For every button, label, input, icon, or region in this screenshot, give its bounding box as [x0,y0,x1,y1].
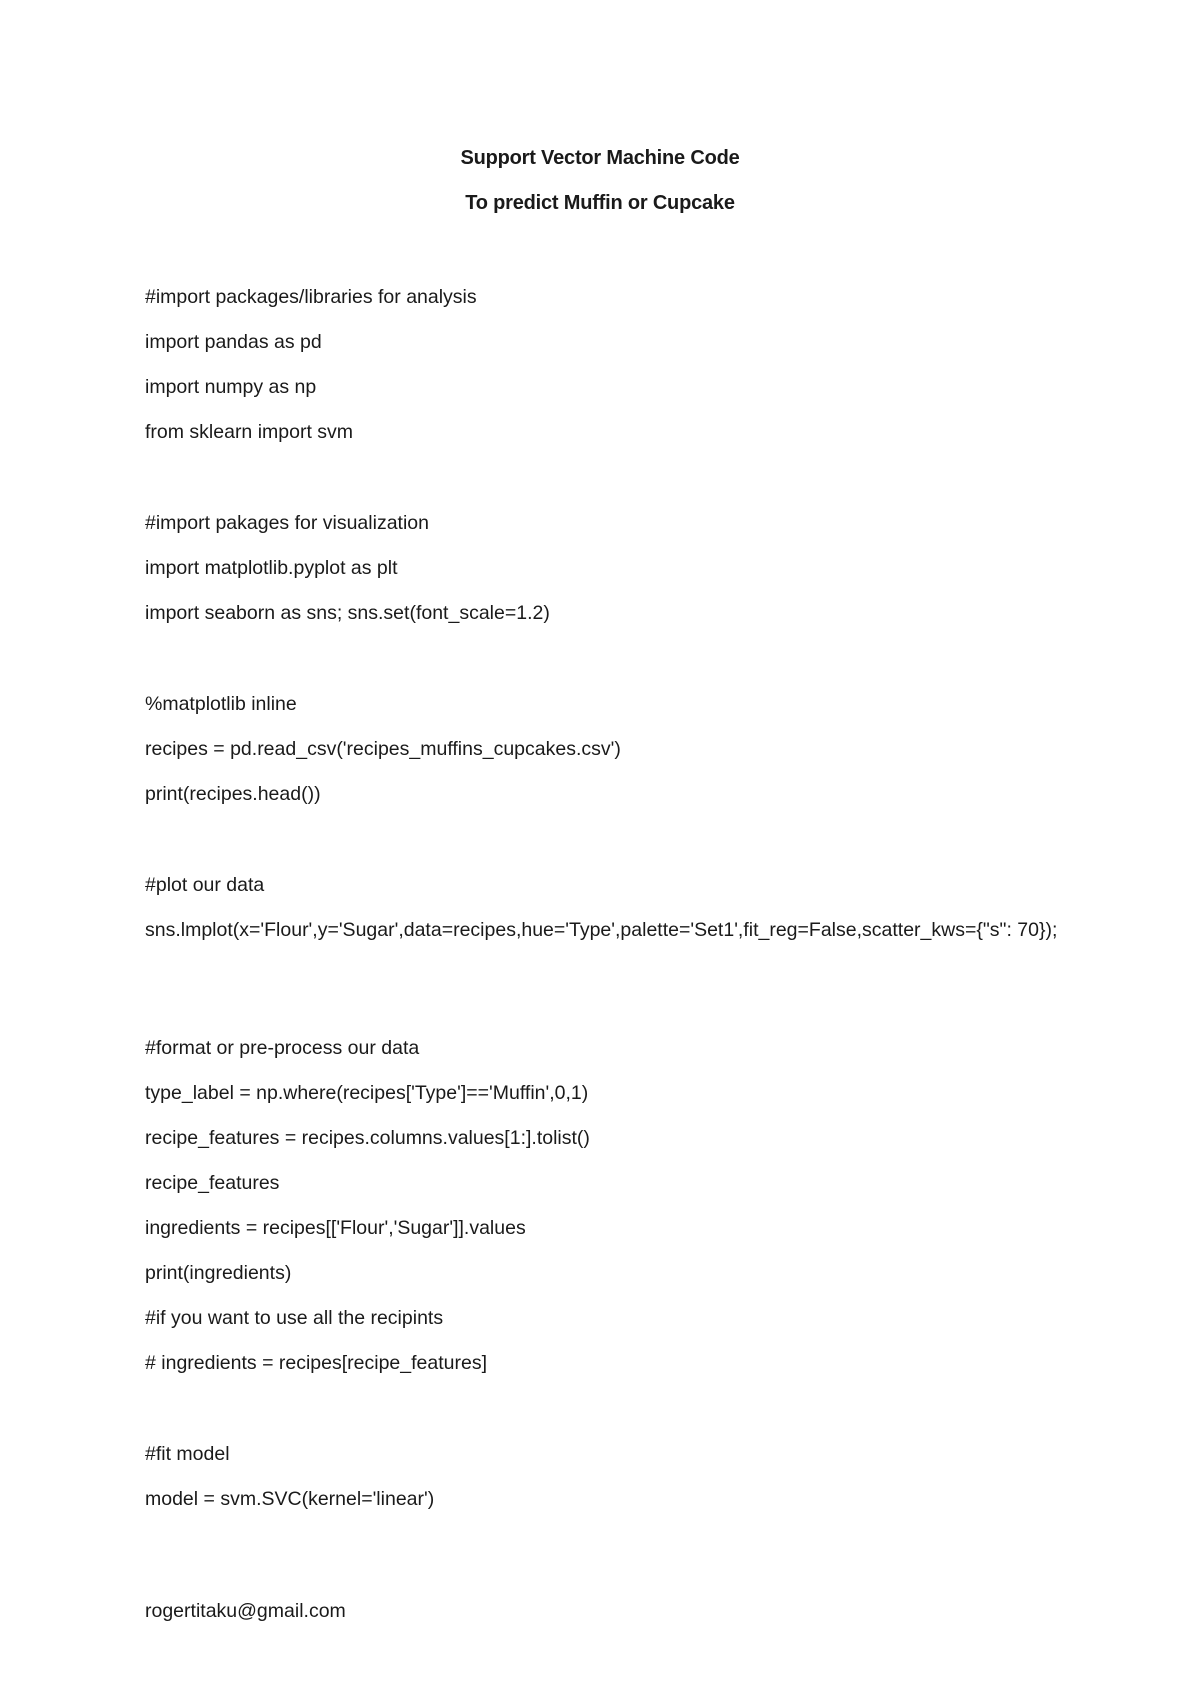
comment-import-packages: #import packages/libraries for analysis [145,286,477,308]
comment-plot-data: #plot our data [145,874,265,896]
comment-all-recipients: #if you want to use all the recipints [145,1307,444,1329]
code-import-svm: from sklearn import svm [145,421,354,443]
code-recipe-features-echo: recipe_features [145,1172,280,1194]
code-model-svc: model = svm.SVC(kernel='linear') [145,1488,435,1510]
code-import-matplotlib: import matplotlib.pyplot as plt [145,557,398,579]
code-import-pandas: import pandas as pd [145,331,322,353]
code-matplotlib-inline: %matplotlib inline [145,693,297,715]
code-type-label: type_label = np.where(recipes['Type']=='Muffin',0,1) [145,1082,589,1104]
code-import-numpy: import numpy as np [145,376,317,398]
code-ingredients: ingredients = recipes[['Flour','Sugar']].values [145,1217,526,1239]
code-read-csv: recipes = pd.read_csv('recipes_muffins_cupcakes.csv') [145,738,621,760]
code-recipe-features: recipe_features = recipes.columns.values[1:].tolist() [145,1127,590,1149]
author-email: rogertitaku@gmail.com [145,1600,346,1622]
code-lmplot: sns.lmplot(x='Flour',y='Sugar',data=recipes,hue='Type',palette='Set1',fit_reg=False,scatter_kws={"s": 70}); [145,919,1058,941]
comment-ingredients-alt: # ingredients = recipes[recipe_features] [145,1352,487,1374]
code-print-ingredients: print(ingredients) [145,1262,292,1284]
code-print-head: print(recipes.head()) [145,783,321,805]
comment-format-data: #format or pre-process our data [145,1037,420,1059]
document-title: Support Vector Machine Code [460,147,740,169]
comment-import-visualization: #import pakages for visualization [145,512,429,534]
comment-fit-model: #fit model [145,1443,230,1465]
document-subtitle: To predict Muffin or Cupcake [465,192,735,214]
code-import-seaborn: import seaborn as sns; sns.set(font_scale=1.2) [145,602,550,624]
